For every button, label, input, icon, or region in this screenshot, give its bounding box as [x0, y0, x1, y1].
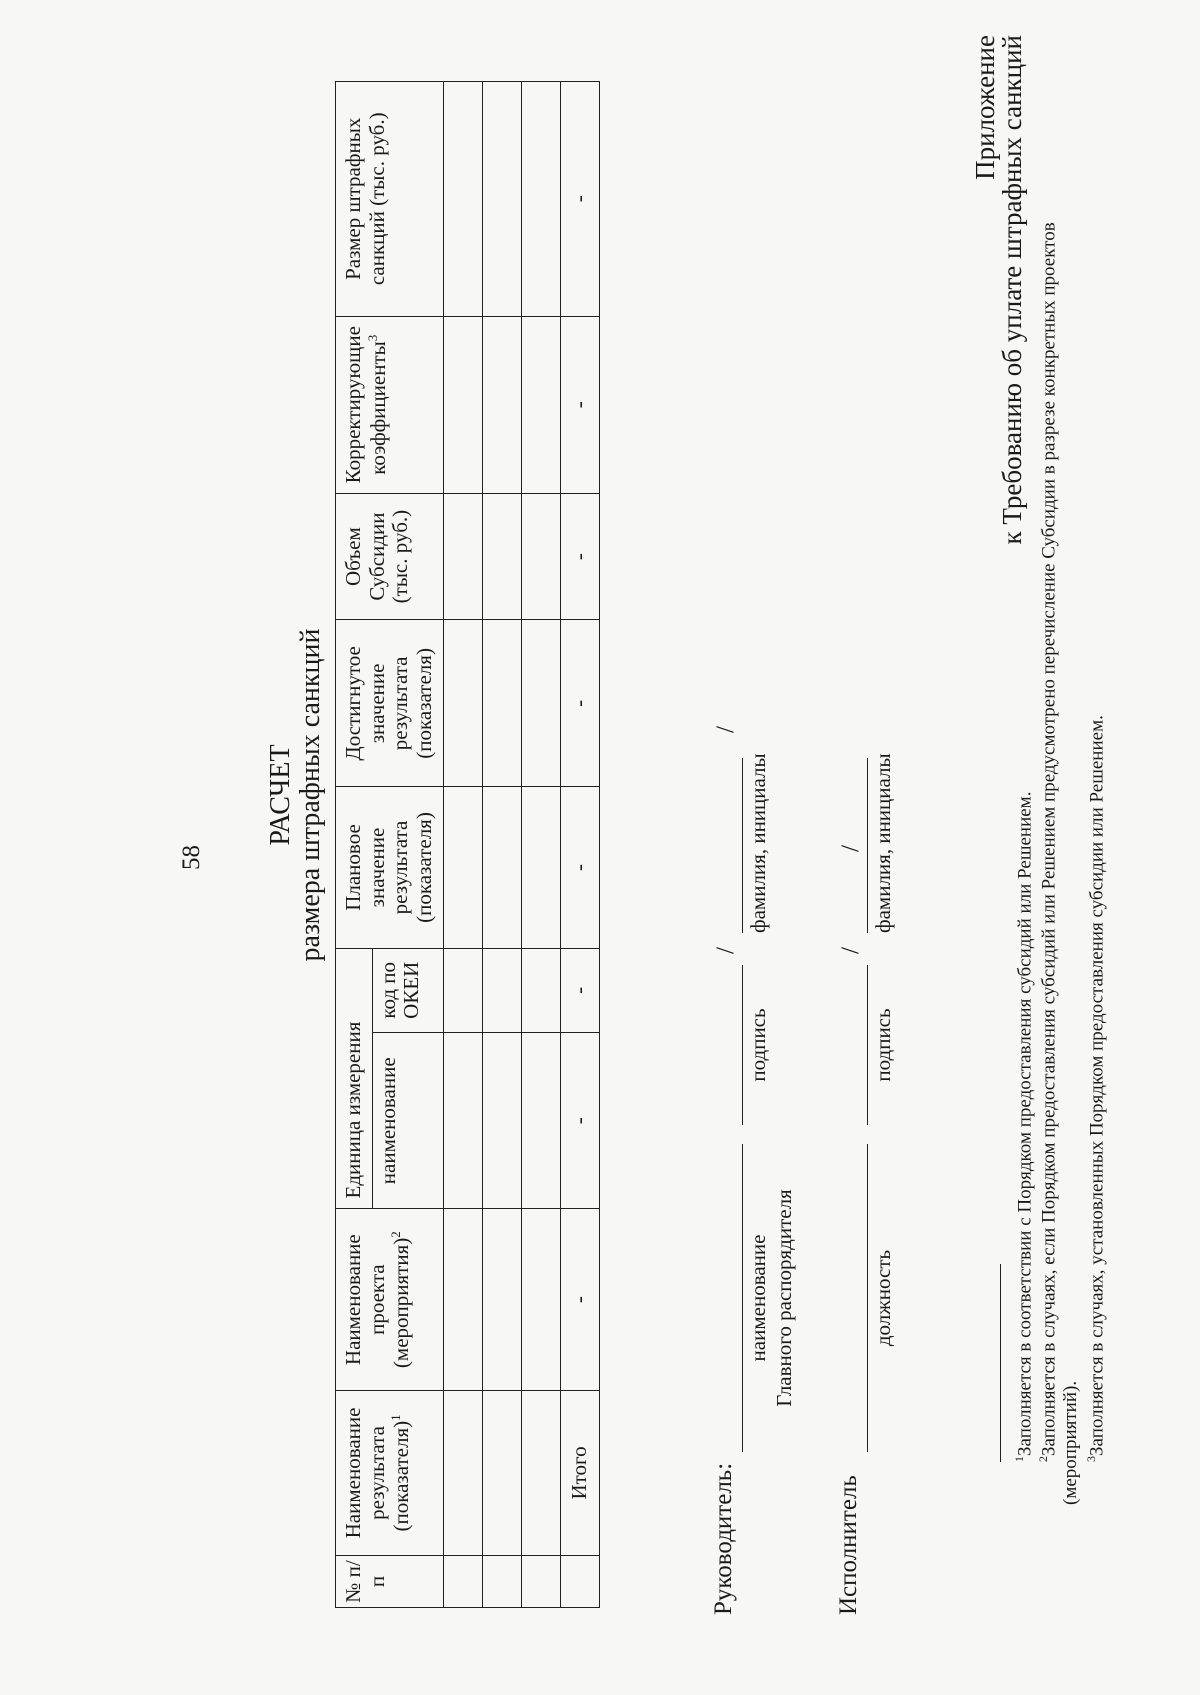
head-fio-line — [742, 758, 743, 933]
footnote-2-cont: (мероприятий). — [1060, 1380, 1081, 1505]
exec-caption-fio: фамилия, инициалы — [871, 753, 895, 933]
exec-caption-position: должность — [871, 1249, 895, 1347]
total-label: Итого — [560, 1390, 599, 1555]
exec-sign-line — [867, 965, 868, 1125]
head-caption-name-2: Главного распорядителя — [772, 1189, 796, 1407]
header-unit-okei: код по ОКЕИ — [372, 948, 443, 1033]
total-cell: - — [560, 948, 599, 1033]
header-unit: Единица измерения — [336, 948, 373, 1209]
exec-slash-1: / — [837, 947, 864, 954]
header-num: № п/п — [336, 1556, 444, 1608]
appendix-subtitle: к Требованию об уплате штрафных санкций — [997, 35, 1027, 545]
head-slash-1: / — [712, 947, 739, 954]
total-cell: - — [560, 620, 599, 787]
header-result: Наименование результата (показателя)$^1$ — [336, 1390, 444, 1555]
table-total-row — [560, 82, 599, 1608]
document-title: РАСЧЕТ — [265, 744, 296, 846]
header-project: Наименование проекта (мероприятия)$^2$ — [336, 1209, 444, 1390]
exec-caption-sign: подпись — [871, 1008, 895, 1082]
head-slash-2: / — [712, 726, 739, 733]
appendix-title: Приложение — [970, 35, 1000, 180]
head-caption-sign: подпись — [746, 1008, 770, 1082]
head-label: Руководитель: — [710, 1462, 737, 1615]
head-sign-line — [742, 965, 743, 1125]
page-number: 58 — [178, 845, 205, 870]
table-row — [521, 82, 560, 1608]
header-unit-name: наименование — [372, 1033, 443, 1209]
total-cell: - — [560, 1209, 599, 1390]
total-cell: - — [560, 1033, 599, 1209]
exec-slash-2: / — [837, 845, 864, 852]
header-volume: Объем Субсидии (тыс. руб.) — [336, 493, 444, 619]
document-subtitle: размера штрафных санкций — [295, 628, 326, 962]
table-row — [482, 82, 521, 1608]
footnote-1: $^1$Заполняется в соответствии с Порядком предоставления субсидий или Решением. — [1012, 791, 1036, 1462]
fines-calculation-table — [335, 81, 600, 1608]
total-cell: - — [560, 316, 599, 493]
total-cell: - — [560, 493, 599, 619]
header-plan: Плановое значение результата (показателя) — [336, 787, 444, 948]
exec-label: Исполнитель — [835, 1475, 862, 1615]
header-coef: Корректирующие коэффициенты$^3$ — [336, 316, 444, 493]
head-caption-name: наименование — [746, 1234, 770, 1362]
head-name-line — [742, 1144, 743, 1452]
exec-fio-line — [867, 758, 868, 933]
footnote-separator — [1000, 1264, 1001, 1462]
header-achieved: Достигнутое значение результата (показателя) — [336, 620, 444, 787]
table-row — [443, 82, 482, 1608]
table-header-row — [336, 82, 373, 1608]
head-caption-fio: фамилия, инициалы — [746, 753, 770, 933]
footnote-2: $^2$Заполняется в случаях, если Порядком предоставления субсидий или Решением предусмотрено перечисление Субсидии в разрезе конкретных проектов — [1036, 222, 1060, 1462]
total-cell: - — [560, 787, 599, 948]
header-fine: Размер штрафных санкций (тыс. руб.) — [336, 82, 444, 317]
exec-position-line — [867, 1144, 868, 1452]
total-cell: - — [560, 82, 599, 317]
footnote-3: $^3$Заполняется в случаях, установленных Порядком предоставления субсидии или Решением. — [1084, 715, 1108, 1462]
